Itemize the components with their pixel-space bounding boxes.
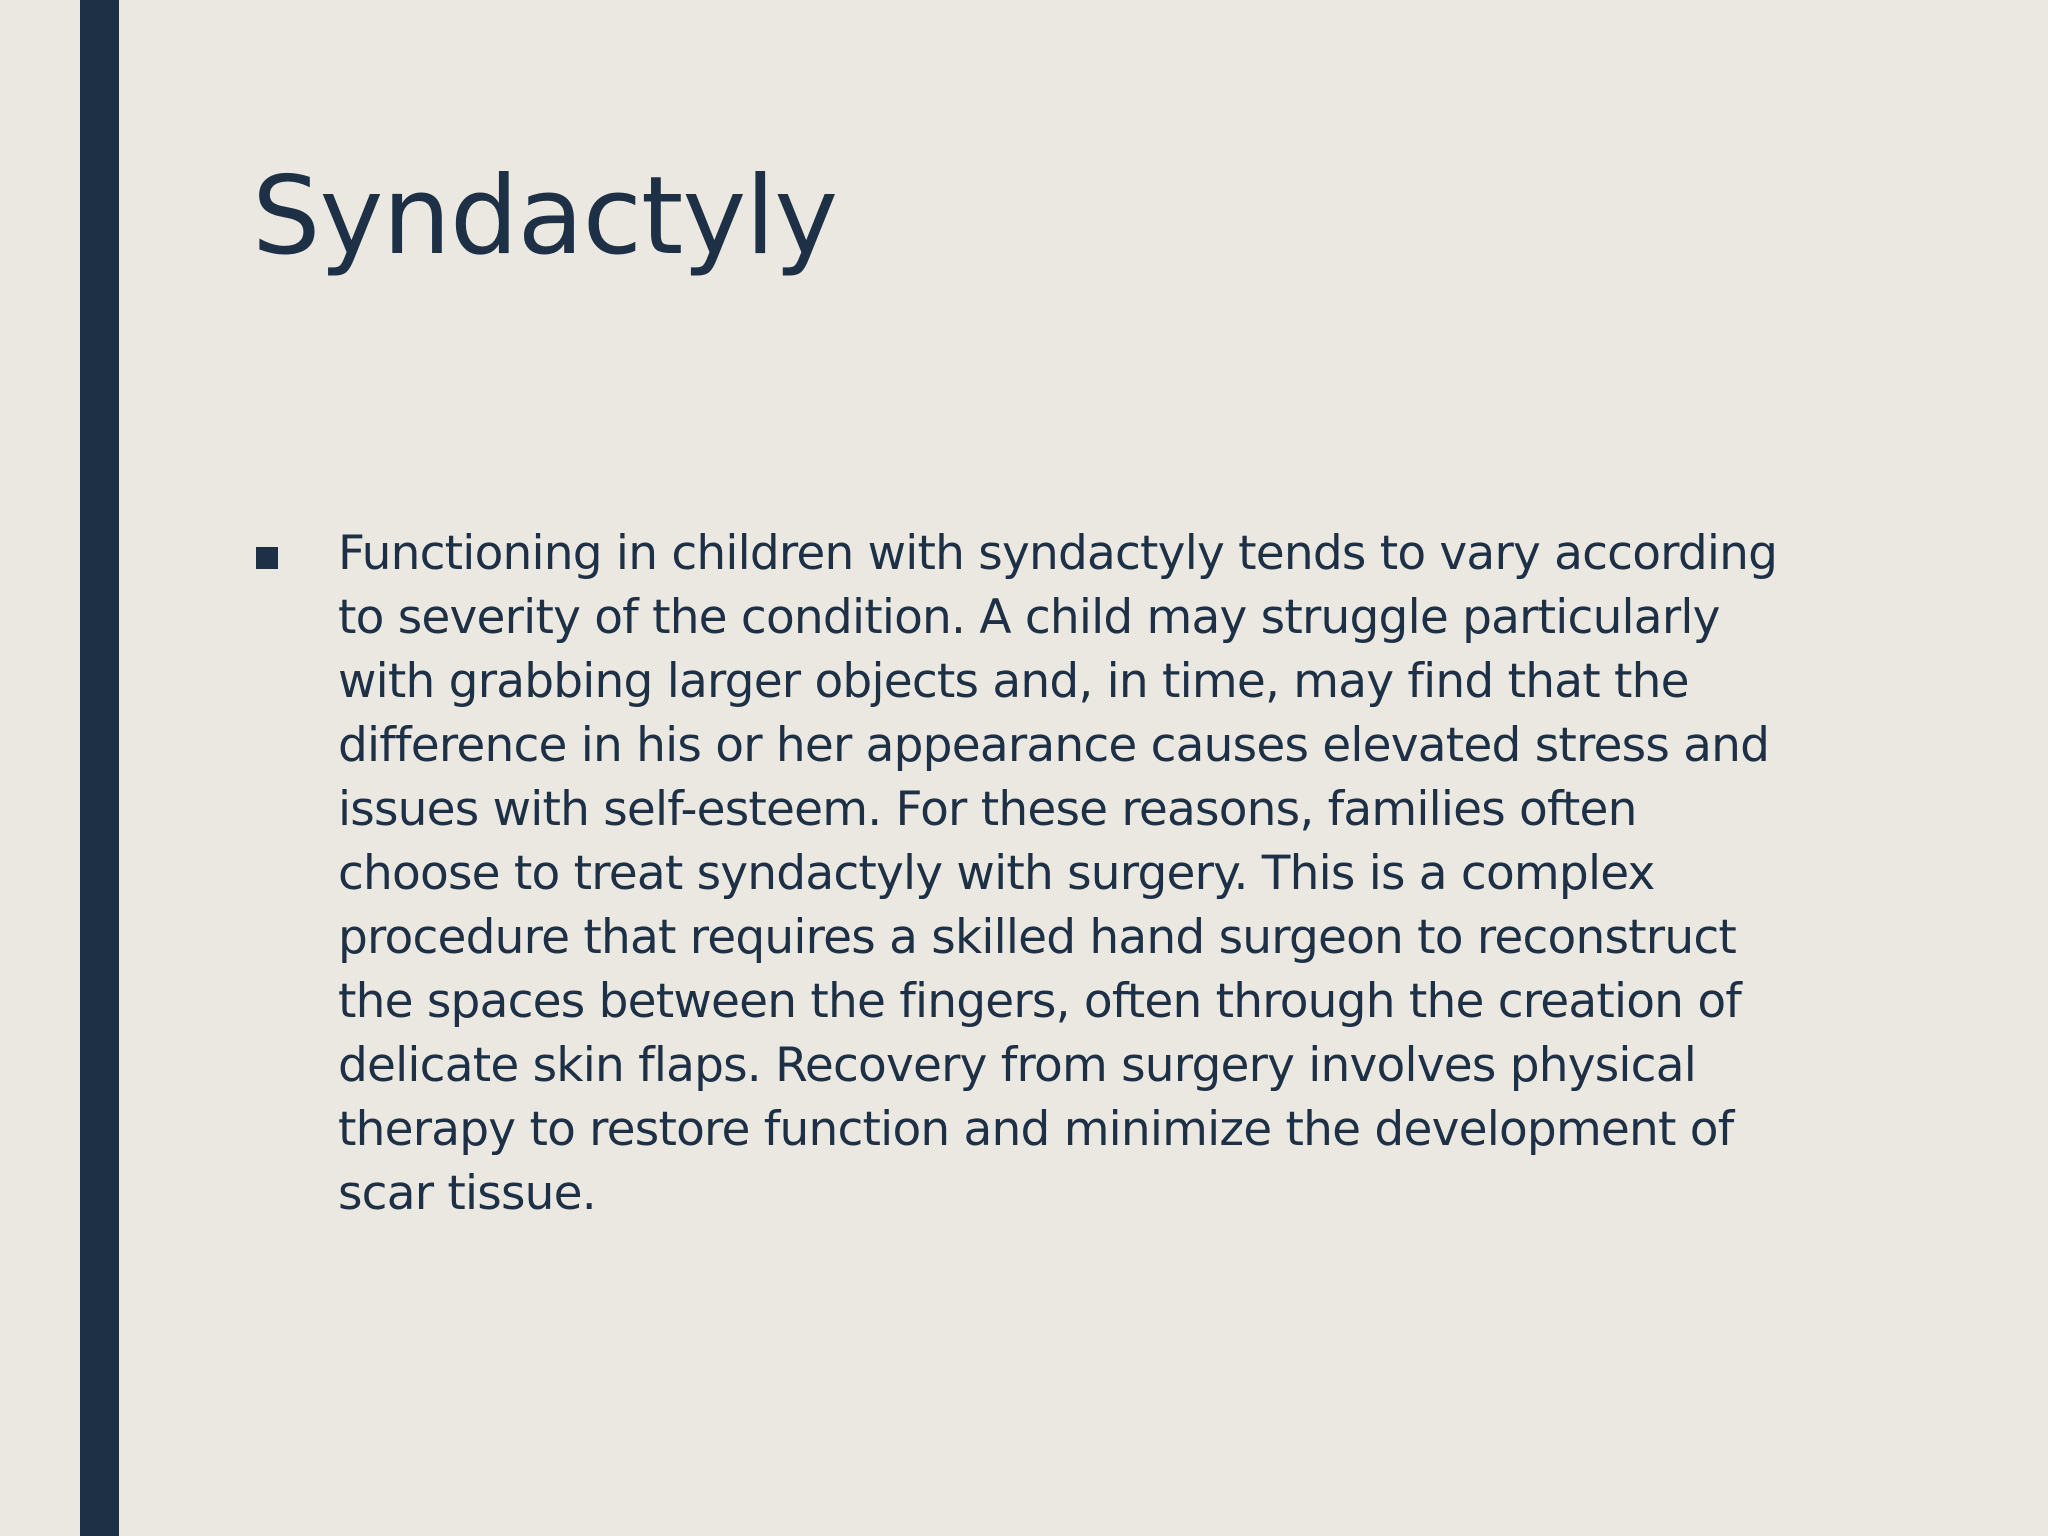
bullet-text — [338, 522, 1832, 1226]
bullet-line: scar tissue. — [338, 1166, 596, 1221]
bullet-line: therapy to restore function and minimize the development of — [338, 1102, 1734, 1157]
square-bullet-icon — [256, 547, 278, 569]
slide-title: Syndactyly — [252, 154, 838, 279]
accent-bar — [80, 0, 119, 1536]
bullet-line: the spaces between the fingers, often through the creation of — [338, 974, 1742, 1029]
bullet-line: choose to treat syndactyly with surgery. This is a complex — [338, 846, 1655, 901]
bullet-line: procedure that requires a skilled hand surgeon to reconstruct — [338, 910, 1736, 965]
bullet-line: to severity of the condition. A child may struggle particularly — [338, 590, 1720, 645]
bullet-line: with grabbing larger objects and, in time, may find that the — [338, 654, 1689, 709]
bullet-item — [252, 522, 1832, 1226]
bullet-line: issues with self-esteem. For these reasons, families often — [338, 782, 1637, 837]
bullet-line: Functioning in children with syndactyly tends to vary according — [338, 526, 1778, 581]
bullet-line: difference in his or her appearance causes elevated stress and — [338, 718, 1770, 773]
bullet-line: delicate skin flaps. Recovery from surgery involves physical — [338, 1038, 1696, 1093]
